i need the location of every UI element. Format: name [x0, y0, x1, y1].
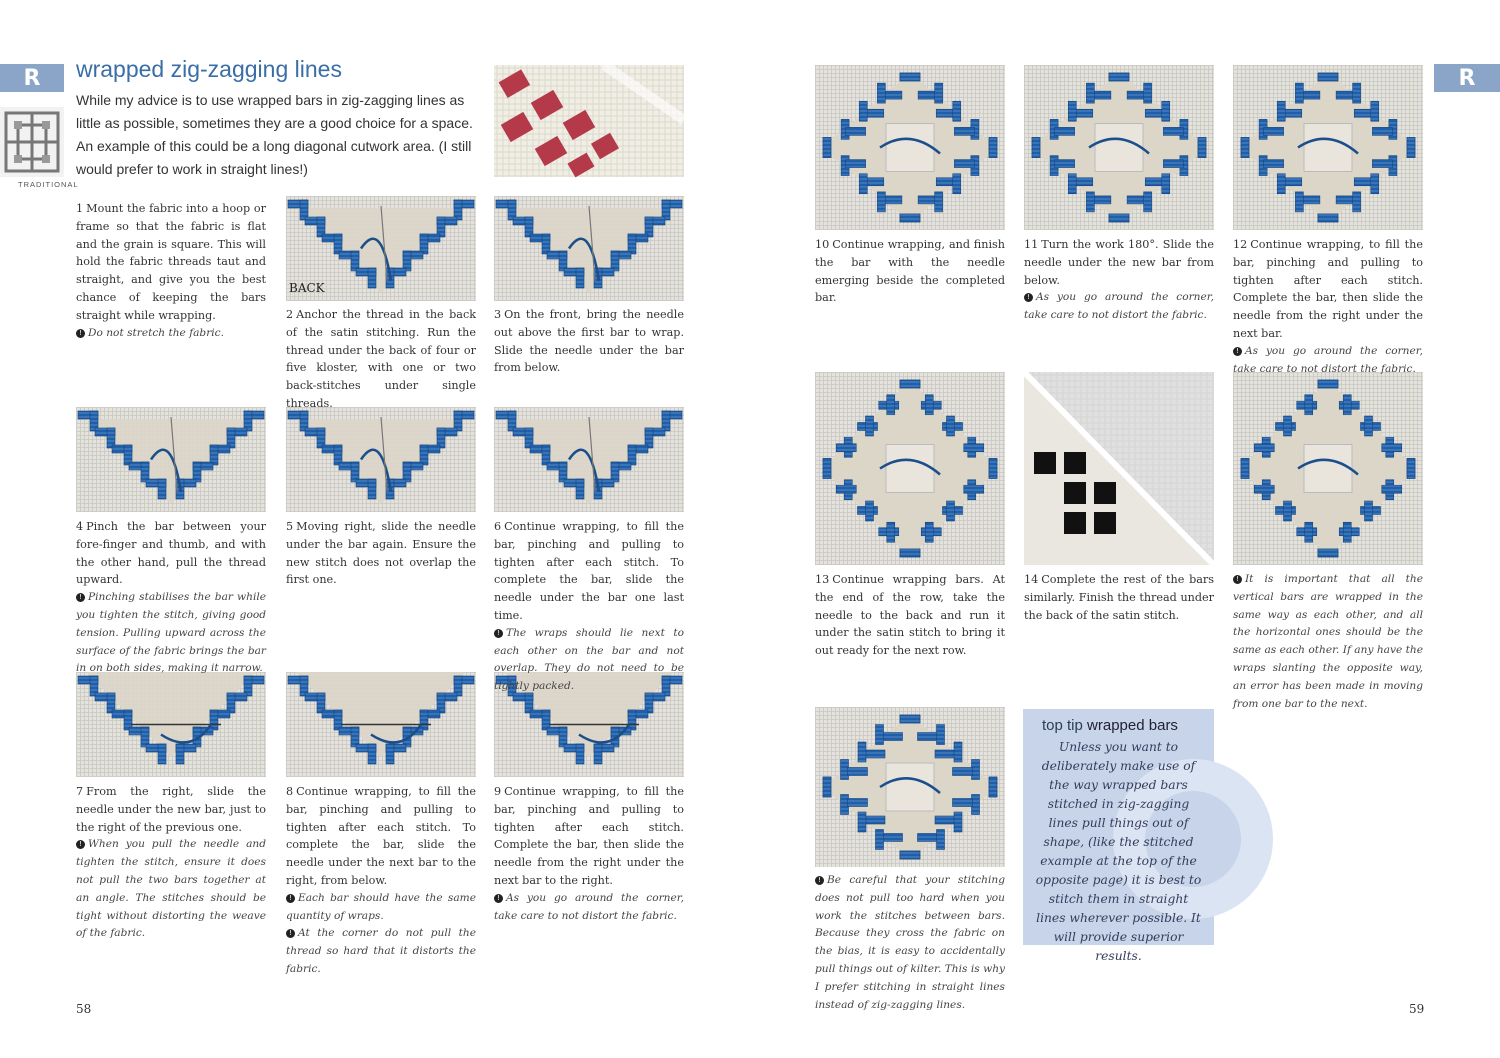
- page-number-right: 59: [1409, 1002, 1425, 1016]
- step-4-diagram: [76, 407, 266, 512]
- step-text-8: 8 Continue wrapping, to fill the bar, pinching and pulling to tighten after each stitch. To complete the bar, slide the needle under the next bar to the right, from below. ! Each bar should have the same quantity of wraps. ! At the corner do not pull the thread so hard that it distorts the fabric.: [286, 785, 476, 975]
- step-3-diagram: [494, 196, 684, 301]
- step-text-11: 11 Turn the work 180°. Slide the needle under the new bar from below. ! As you go around the corner, take care to not distort the fabric.: [1024, 238, 1214, 322]
- step-text-13: 13 Continue wrapping bars. At the end of the row, take the needle to the back and run it under the satin stitch to bring it out ready for the next row.: [815, 573, 1005, 658]
- step-text-3: 3 On the front, bring the needle out above the first bar to wrap. Slide the needle under the bar from below.: [494, 308, 684, 375]
- back-label: BACK: [289, 281, 325, 295]
- category-label: TRADITIONAL: [18, 180, 79, 189]
- step-text-2: 2 Anchor the thread in the back of the satin stitching. Run the thread under the back of four or five kloster, with one or two back-stitches under single threads.: [286, 308, 476, 410]
- step-text-14: 14 Complete the rest of the bars similarly. Finish the thread under the back of the satin stitch.: [1024, 573, 1214, 622]
- page-number-left: 58: [76, 1002, 92, 1016]
- traditional-pattern-icon: [0, 107, 64, 177]
- step-text-9: 9 Continue wrapping, to fill the bar, pinching and pulling to tighten after each stitch. Complete the bar, then slide the needle from the right under the next bar to the right. ! As you go around the corner, take care to not distort the fabric.: [494, 785, 684, 922]
- top-tip-box: [1023, 709, 1214, 963]
- step-14-photo: [1024, 372, 1214, 565]
- step-text-5: 5 Moving right, slide the needle under the bar again. Ensure the new stitch does not overlap the first one.: [286, 520, 476, 587]
- step-12-diagram: [1233, 65, 1423, 230]
- step-text-1: 1 Mount the fabric into a hoop or frame so that the fabric is flat and the grain is square. This will hold the fabric threads taut and straight, and give you the best chance of keeping the bars straight while wrapping. ! Do not stretch the fabric.: [76, 202, 266, 339]
- step-15-diagram: [1233, 372, 1423, 565]
- section-tab-right: R: [1434, 64, 1500, 92]
- section-tab-left: R: [0, 64, 64, 92]
- step-13-diagram: [815, 372, 1005, 565]
- step-text-6: 6 Continue wrapping, to fill the bar, pinching and pulling to tighten after each stitch. To complete the bar, slide the needle under the bar one last time. ! The wraps should lie next to each other on the bar and not overlap. They do not need to be tightly packed.: [494, 520, 684, 693]
- step-8-diagram: [286, 672, 476, 777]
- cutwork-example-photo: [494, 65, 684, 177]
- step-text-10: 10 Continue wrapping, and finish the bar with the needle emerging beside the completed bar.: [815, 238, 1005, 305]
- step-text-4: 4 Pinch the bar between your fore-finger and thumb, and with the other hand, pull the thread upward. ! Pinching stabilises the bar while you tighten the stitch, giving good tension. Pulling upward across the surface of the fabric brings the bar in on both sides, making it narrow.: [76, 520, 266, 675]
- step-11-diagram: [1024, 65, 1214, 230]
- step-6-diagram: [494, 407, 684, 512]
- page-title: wrapped zig-zagging lines: [76, 56, 342, 82]
- step-10-diagram: [815, 65, 1005, 230]
- tip-title: top tip wrapped bars: [1042, 717, 1178, 734]
- step-16-diagram: [815, 707, 1005, 867]
- step-7-diagram: [76, 672, 266, 777]
- step-note-16: ! Be careful that your stitching does not pull too hard when you work the stitches between bars. Because they cross the fabric on the bias, it is easy to accidentally pull things out of kilter. This is why I prefer stitching in straight lines instead of zig-zagging lines.: [815, 874, 1005, 1011]
- step-text-12: 12 Continue wrapping, to fill the bar, pinching and pulling to tighten after each stitch. Complete the bar, then slide the needle from the right under the next bar. ! As you go around the corner, take care to not distort the fabric.: [1233, 238, 1423, 375]
- tip-text: Unless you want to deliberately make use of the way wrapped bars stitched in zig-zagging lines pull things out of shape, (like the stitched example at the top of the opposite page) it is best to stitch them in straight lines wherever possible. It will provide superior results.: [1035, 740, 1202, 963]
- step-note-15: ! It is important that all the vertical bars are wrapped in the same way as each other, and all the horizontal ones should be the same as each other. If any have the wraps slanting the opposite way, an error has been made in moving from one bar to the next.: [1233, 573, 1423, 710]
- intro-text: While my advice is to use wrapped bars in zig-zagging lines as little as possible, sometimes they are a good choice for a space. An example of this could be a long diagonal cutwork area. (I still would prefer to work in straight lines!): [76, 92, 473, 177]
- step-5-diagram: [286, 407, 476, 512]
- step-text-7: 7 From the right, slide the needle under the new bar, just to the right of the previous one. ! When you pull the needle and tighten the stitch, ensure it does not pull the two bars together at an angle. The stitches should be tight without distorting the weave of the fabric.: [76, 785, 266, 940]
